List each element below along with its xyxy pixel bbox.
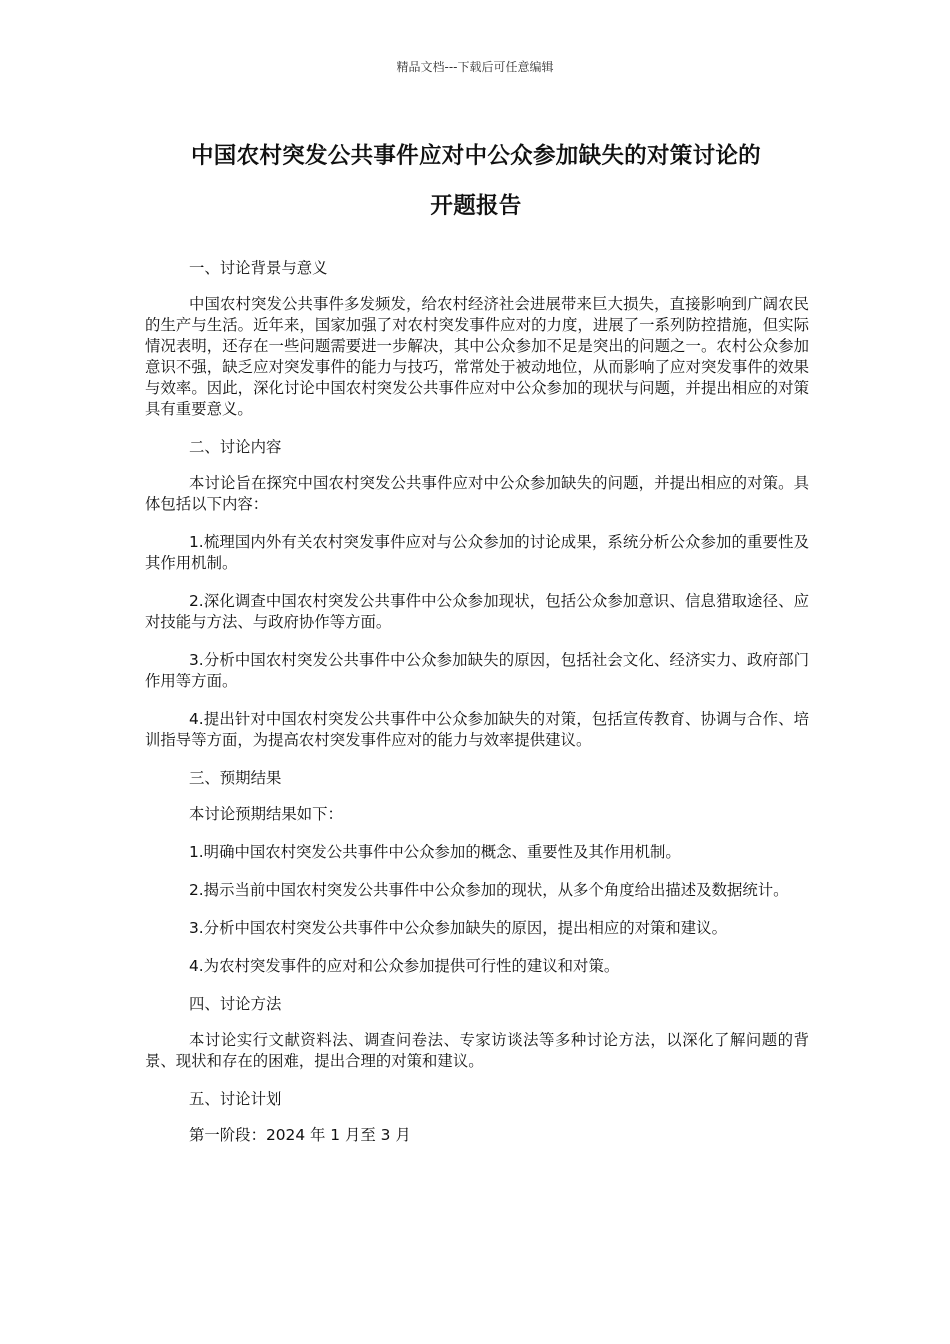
document-body bbox=[145, 258, 809, 1163]
list-item: 2.深化调查中国农村突发公共事件中公众参加现状，包括公众参加意识、信息猎取途径、应对技能与方法、与政府协作等方面。 bbox=[145, 592, 809, 631]
body-paragraph: 本讨论旨在探究中国农村突发公共事件应对中公众参加缺失的问题，并提出相应的对策。具体包括以下内容： bbox=[145, 474, 809, 513]
list-item: 1.梳理国内外有关农村突发事件应对与公众参加的讨论成果，系统分析公众参加的重要性及其作用机制。 bbox=[145, 533, 809, 572]
document-title-line-2: 开题报告 bbox=[430, 193, 522, 219]
section-heading-expected-results: 三、预期结果 bbox=[189, 769, 282, 787]
body-paragraph: 中国农村突发公共事件多发频发，给农村经济社会进展带来巨大损失，直接影响到广阔农民的生产与生活。近年来，国家加强了对农村突发事件应对的力度，进展了一系列防控措施，但实际情况表明，还存在一些问题需要进一步解决，其中公众参加不足是突出的问题之一。农村公众参加意识不强，缺乏应对突发事件的能力与技巧，常常处于被动地位，从而影响了应对突发事件的效果与效率。因此，深化讨论中国农村突发公共事件应对中公众参加的现状与问题，并提出相应的对策具有重要意义。 bbox=[145, 295, 809, 418]
section-heading-plan: 五、讨论计划 bbox=[189, 1090, 282, 1108]
list-item: 3.分析中国农村突发公共事件中公众参加缺失的原因，提出相应的对策和建议。 bbox=[189, 919, 727, 937]
document-title-line-1: 中国农村突发公共事件应对中公众参加缺失的对策讨论的 bbox=[190, 143, 761, 169]
section-heading-methods: 四、讨论方法 bbox=[189, 995, 282, 1013]
list-item: 1.明确中国农村突发公共事件中公众参加的概念、重要性及其作用机制。 bbox=[189, 843, 681, 861]
body-paragraph: 第一阶段：2024 年 1 月至 3 月 bbox=[189, 1126, 411, 1144]
document-header-note: 精品文档---下载后可任意编辑 bbox=[396, 60, 554, 74]
body-paragraph: 本讨论实行文献资料法、调查问卷法、专家访谈法等多种讨论方法，以深化了解问题的背景、现状和存在的困难，提出合理的对策和建议。 bbox=[145, 1031, 809, 1070]
list-item: 3.分析中国农村突发公共事件中公众参加缺失的原因，包括社会文化、经济实力、政府部门作用等方面。 bbox=[145, 651, 809, 690]
section-heading-background: 一、讨论背景与意义 bbox=[189, 259, 328, 277]
list-item: 4.为农村突发事件的应对和公众参加提供可行性的建议和对策。 bbox=[189, 957, 620, 975]
section-heading-content: 二、讨论内容 bbox=[189, 438, 282, 456]
body-paragraph: 本讨论预期结果如下： bbox=[189, 805, 343, 823]
list-item: 4.提出针对中国农村突发公共事件中公众参加缺失的对策，包括宣传教育、协调与合作、培训指导等方面，为提高农村突发事件应对的能力与效率提供建议。 bbox=[145, 710, 809, 749]
list-item: 2.揭示当前中国农村突发公共事件中公众参加的现状，从多个角度给出描述及数据统计。 bbox=[189, 881, 789, 899]
